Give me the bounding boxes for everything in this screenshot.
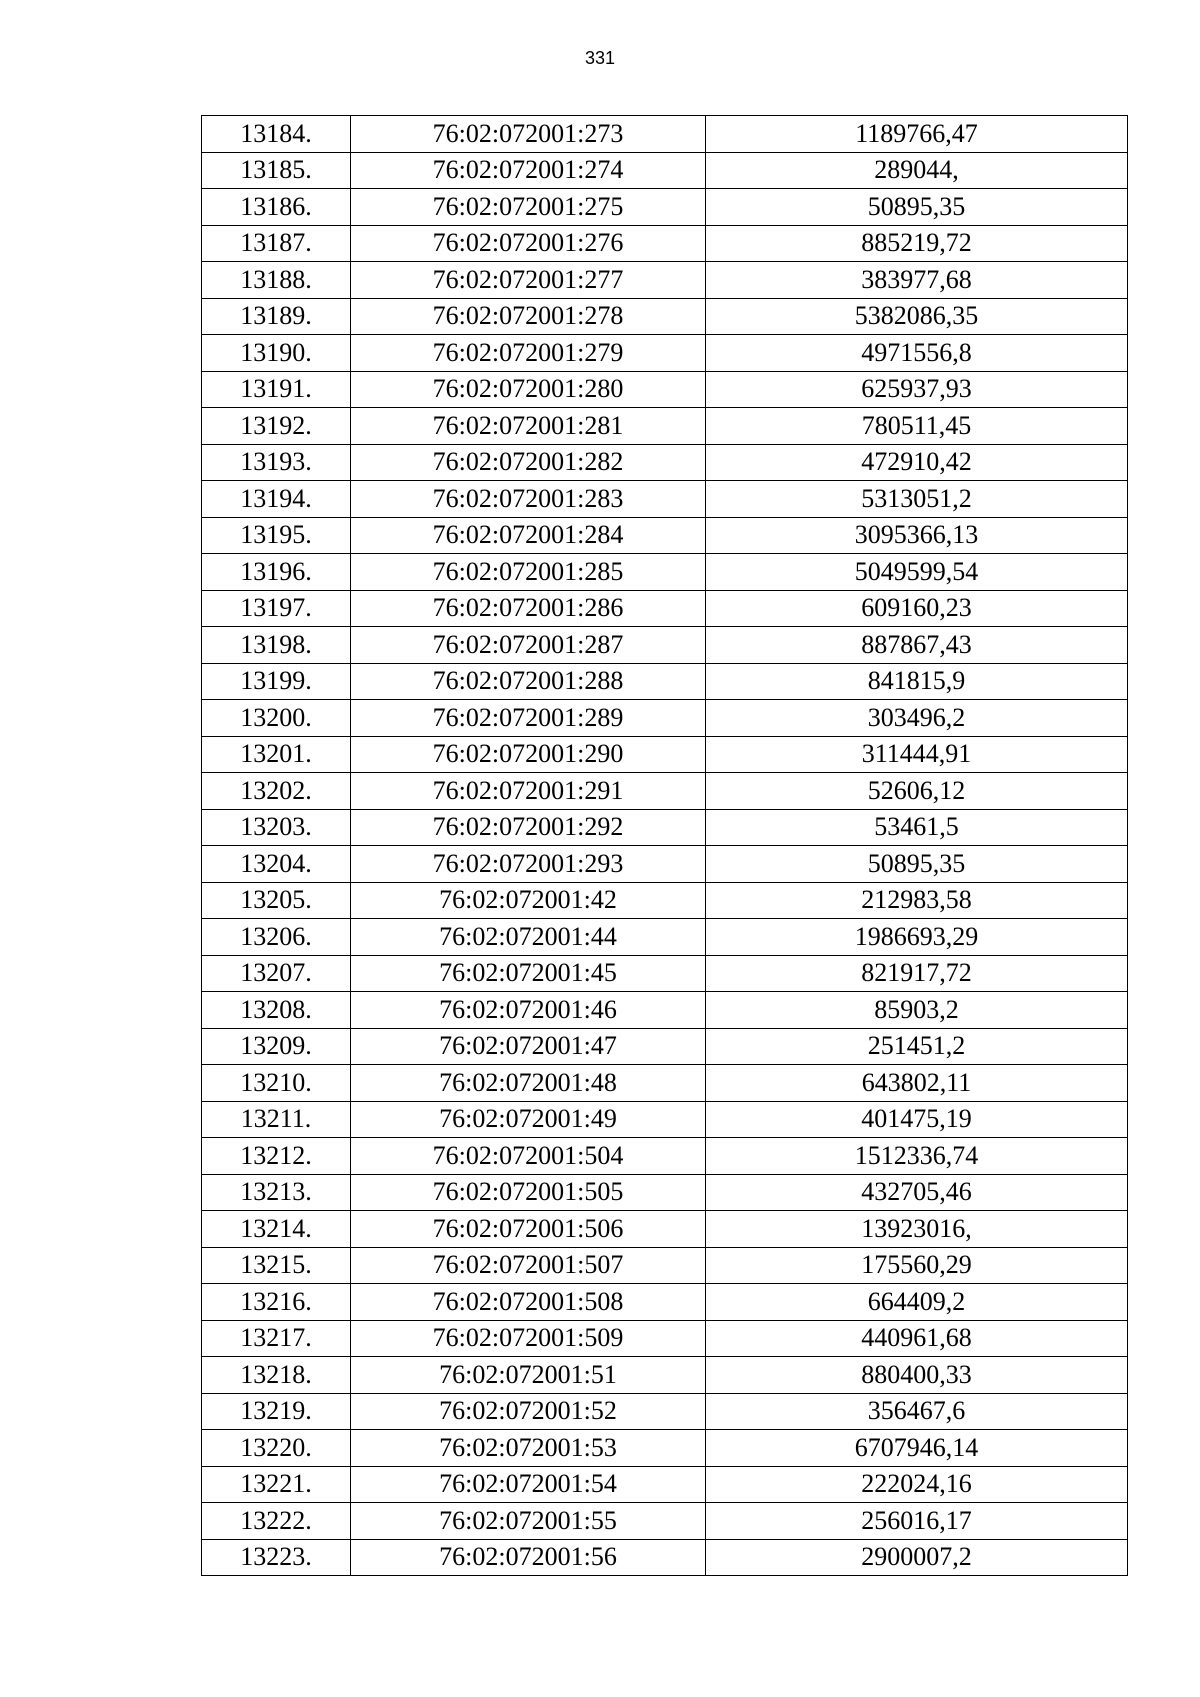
table-row — [202, 517, 1128, 554]
table-row — [202, 1357, 1128, 1394]
cadastral-value-cell: 440961,68 — [706, 1320, 1128, 1357]
cadastral-value-cell: 222024,16 — [706, 1466, 1128, 1503]
cadastral-number-cell: 76:02:072001:282 — [351, 444, 706, 481]
cadastral-number-cell: 76:02:072001:506 — [351, 1211, 706, 1248]
cadastral-value-cell: 50895,35 — [706, 846, 1128, 883]
cadastral-number-cell: 76:02:072001:286 — [351, 590, 706, 627]
cadastral-value-cell: 664409,2 — [706, 1284, 1128, 1321]
cadastral-number-cell: 76:02:072001:42 — [351, 882, 706, 919]
table-row — [202, 189, 1128, 226]
row-number-cell: 13211. — [202, 1101, 351, 1138]
table-row — [202, 1320, 1128, 1357]
table-row — [202, 955, 1128, 992]
cadastral-value-cell: 5049599,54 — [706, 554, 1128, 591]
cadastral-number-cell: 76:02:072001:53 — [351, 1430, 706, 1467]
cadastral-value-cell: 289044, — [706, 152, 1128, 189]
table-row — [202, 1101, 1128, 1138]
cadastral-value-cell: 401475,19 — [706, 1101, 1128, 1138]
row-number-cell: 13201. — [202, 736, 351, 773]
row-number-cell: 13218. — [202, 1357, 351, 1394]
table-row — [202, 1065, 1128, 1102]
row-number-cell: 13199. — [202, 663, 351, 700]
table-row — [202, 408, 1128, 445]
cadastral-number-cell: 76:02:072001:46 — [351, 992, 706, 1029]
row-number-cell: 13198. — [202, 627, 351, 664]
cadastral-value-cell: 4971556,8 — [706, 335, 1128, 372]
cadastral-number-cell: 76:02:072001:285 — [351, 554, 706, 591]
cadastral-number-cell: 76:02:072001:288 — [351, 663, 706, 700]
cadastral-number-cell: 76:02:072001:276 — [351, 225, 706, 262]
row-number-cell: 13189. — [202, 298, 351, 335]
row-number-cell: 13204. — [202, 846, 351, 883]
row-number-cell: 13203. — [202, 809, 351, 846]
table-row — [202, 1430, 1128, 1467]
cadastral-number-cell: 76:02:072001:278 — [351, 298, 706, 335]
table-row — [202, 882, 1128, 919]
row-number-cell: 13186. — [202, 189, 351, 226]
table-row — [202, 919, 1128, 956]
cadastral-value-cell: 885219,72 — [706, 225, 1128, 262]
row-number-cell: 13188. — [202, 262, 351, 299]
table-row — [202, 809, 1128, 846]
row-number-cell: 13193. — [202, 444, 351, 481]
table-row — [202, 1028, 1128, 1065]
cadastral-number-cell: 76:02:072001:504 — [351, 1138, 706, 1175]
table-row — [202, 116, 1128, 153]
row-number-cell: 13215. — [202, 1247, 351, 1284]
row-number-cell: 13196. — [202, 554, 351, 591]
cadastral-number-cell: 76:02:072001:281 — [351, 408, 706, 445]
row-number-cell: 13220. — [202, 1430, 351, 1467]
row-number-cell: 13206. — [202, 919, 351, 956]
cadastral-value-cell: 356467,6 — [706, 1393, 1128, 1430]
cadastral-number-cell: 76:02:072001:507 — [351, 1247, 706, 1284]
cadastral-number-cell: 76:02:072001:293 — [351, 846, 706, 883]
cadastral-number-cell: 76:02:072001:291 — [351, 773, 706, 810]
cadastral-number-cell: 76:02:072001:505 — [351, 1174, 706, 1211]
row-number-cell: 13190. — [202, 335, 351, 372]
cadastral-number-cell: 76:02:072001:44 — [351, 919, 706, 956]
table-row — [202, 1247, 1128, 1284]
row-number-cell: 13209. — [202, 1028, 351, 1065]
cadastral-number-cell: 76:02:072001:290 — [351, 736, 706, 773]
cadastral-number-cell: 76:02:072001:280 — [351, 371, 706, 408]
cadastral-value-cell: 311444,91 — [706, 736, 1128, 773]
row-number-cell: 13221. — [202, 1466, 351, 1503]
row-number-cell: 13207. — [202, 955, 351, 992]
row-number-cell: 13223. — [202, 1539, 351, 1576]
cadastral-value-cell: 256016,17 — [706, 1503, 1128, 1540]
table-row — [202, 371, 1128, 408]
cadastral-value-cell: 841815,9 — [706, 663, 1128, 700]
cadastral-number-cell: 76:02:072001:277 — [351, 262, 706, 299]
cadastral-number-cell: 76:02:072001:54 — [351, 1466, 706, 1503]
row-number-cell: 13222. — [202, 1503, 351, 1540]
row-number-cell: 13195. — [202, 517, 351, 554]
cadastral-number-cell: 76:02:072001:52 — [351, 1393, 706, 1430]
table-row — [202, 152, 1128, 189]
cadastral-value-cell: 1986693,29 — [706, 919, 1128, 956]
cadastral-value-cell: 5313051,2 — [706, 481, 1128, 518]
cadastral-number-cell: 76:02:072001:283 — [351, 481, 706, 518]
cadastral-value-cell: 5382086,35 — [706, 298, 1128, 335]
row-number-cell: 13213. — [202, 1174, 351, 1211]
cadastral-number-cell: 76:02:072001:47 — [351, 1028, 706, 1065]
row-number-cell: 13192. — [202, 408, 351, 445]
cadastral-number-cell: 76:02:072001:45 — [351, 955, 706, 992]
cadastral-value-cell: 1512336,74 — [706, 1138, 1128, 1175]
table-row — [202, 1284, 1128, 1321]
page-number: 331 — [584, 48, 616, 68]
cadastral-value-cell: 1189766,47 — [706, 116, 1128, 153]
table-row — [202, 627, 1128, 664]
cadastral-number-cell: 76:02:072001:292 — [351, 809, 706, 846]
cadastral-number-cell: 76:02:072001:279 — [351, 335, 706, 372]
cadastral-number-cell: 76:02:072001:55 — [351, 1503, 706, 1540]
row-number-cell: 13214. — [202, 1211, 351, 1248]
cadastral-value-cell: 50895,35 — [706, 189, 1128, 226]
cadastral-number-cell: 76:02:072001:284 — [351, 517, 706, 554]
cadastral-value-cell: 52606,12 — [706, 773, 1128, 810]
table-row — [202, 225, 1128, 262]
cadastral-value-cell: 53461,5 — [706, 809, 1128, 846]
cadastral-number-cell: 76:02:072001:275 — [351, 189, 706, 226]
cadastral-number-cell: 76:02:072001:289 — [351, 700, 706, 737]
table-row — [202, 1539, 1128, 1576]
table-row — [202, 736, 1128, 773]
cadastral-number-cell: 76:02:072001:56 — [351, 1539, 706, 1576]
row-number-cell: 13205. — [202, 882, 351, 919]
table-row — [202, 1211, 1128, 1248]
cadastral-value-cell: 251451,2 — [706, 1028, 1128, 1065]
row-number-cell: 13216. — [202, 1284, 351, 1321]
table-row — [202, 663, 1128, 700]
row-number-cell: 13202. — [202, 773, 351, 810]
row-number-cell: 13185. — [202, 152, 351, 189]
cadastral-value-cell: 2900007,2 — [706, 1539, 1128, 1576]
row-number-cell: 13219. — [202, 1393, 351, 1430]
cadastral-number-cell: 76:02:072001:287 — [351, 627, 706, 664]
table-row — [202, 554, 1128, 591]
table-row — [202, 1466, 1128, 1503]
cadastral-value-cell: 643802,11 — [706, 1065, 1128, 1102]
cadastral-value-cell: 780511,45 — [706, 408, 1128, 445]
row-number-cell: 13187. — [202, 225, 351, 262]
cadastral-value-cell: 3095366,13 — [706, 517, 1128, 554]
table-row — [202, 700, 1128, 737]
row-number-cell: 13184. — [202, 116, 351, 153]
table-row — [202, 1138, 1128, 1175]
cadastral-value-cell: 383977,68 — [706, 262, 1128, 299]
cadastral-value-cell: 432705,46 — [706, 1174, 1128, 1211]
cadastral-value-cell: 472910,42 — [706, 444, 1128, 481]
row-number-cell: 13197. — [202, 590, 351, 627]
row-number-cell: 13200. — [202, 700, 351, 737]
cadastral-value-cell: 303496,2 — [706, 700, 1128, 737]
cadastral-number-cell: 76:02:072001:51 — [351, 1357, 706, 1394]
cadastral-value-cell: 212983,58 — [706, 882, 1128, 919]
cadastral-number-cell: 76:02:072001:509 — [351, 1320, 706, 1357]
cadastral-value-cell: 175560,29 — [706, 1247, 1128, 1284]
table-body — [202, 116, 1128, 1576]
table-row — [202, 773, 1128, 810]
cadastral-value-cell: 609160,23 — [706, 590, 1128, 627]
cadastral-number-cell: 76:02:072001:49 — [351, 1101, 706, 1138]
table-row — [202, 335, 1128, 372]
table-row — [202, 992, 1128, 1029]
cadastral-number-cell: 76:02:072001:48 — [351, 1065, 706, 1102]
row-number-cell: 13217. — [202, 1320, 351, 1357]
row-number-cell: 13212. — [202, 1138, 351, 1175]
table-row — [202, 590, 1128, 627]
table-row — [202, 298, 1128, 335]
table-row — [202, 1174, 1128, 1211]
cadastral-value-cell: 13923016, — [706, 1211, 1128, 1248]
cadastral-value-table — [201, 115, 1128, 1576]
cadastral-number-cell: 76:02:072001:274 — [351, 152, 706, 189]
table-row — [202, 1503, 1128, 1540]
table-row — [202, 262, 1128, 299]
cadastral-value-cell: 821917,72 — [706, 955, 1128, 992]
cadastral-value-cell: 85903,2 — [706, 992, 1128, 1029]
row-number-cell: 13208. — [202, 992, 351, 1029]
cadastral-value-cell: 887867,43 — [706, 627, 1128, 664]
row-number-cell: 13191. — [202, 371, 351, 408]
cadastral-value-cell: 6707946,14 — [706, 1430, 1128, 1467]
cadastral-value-cell: 625937,93 — [706, 371, 1128, 408]
table-row — [202, 846, 1128, 883]
row-number-cell: 13194. — [202, 481, 351, 518]
row-number-cell: 13210. — [202, 1065, 351, 1102]
cadastral-number-cell: 76:02:072001:508 — [351, 1284, 706, 1321]
cadastral-number-cell: 76:02:072001:273 — [351, 116, 706, 153]
cadastral-value-cell: 880400,33 — [706, 1357, 1128, 1394]
table-row — [202, 481, 1128, 518]
table-row — [202, 444, 1128, 481]
table-row — [202, 1393, 1128, 1430]
